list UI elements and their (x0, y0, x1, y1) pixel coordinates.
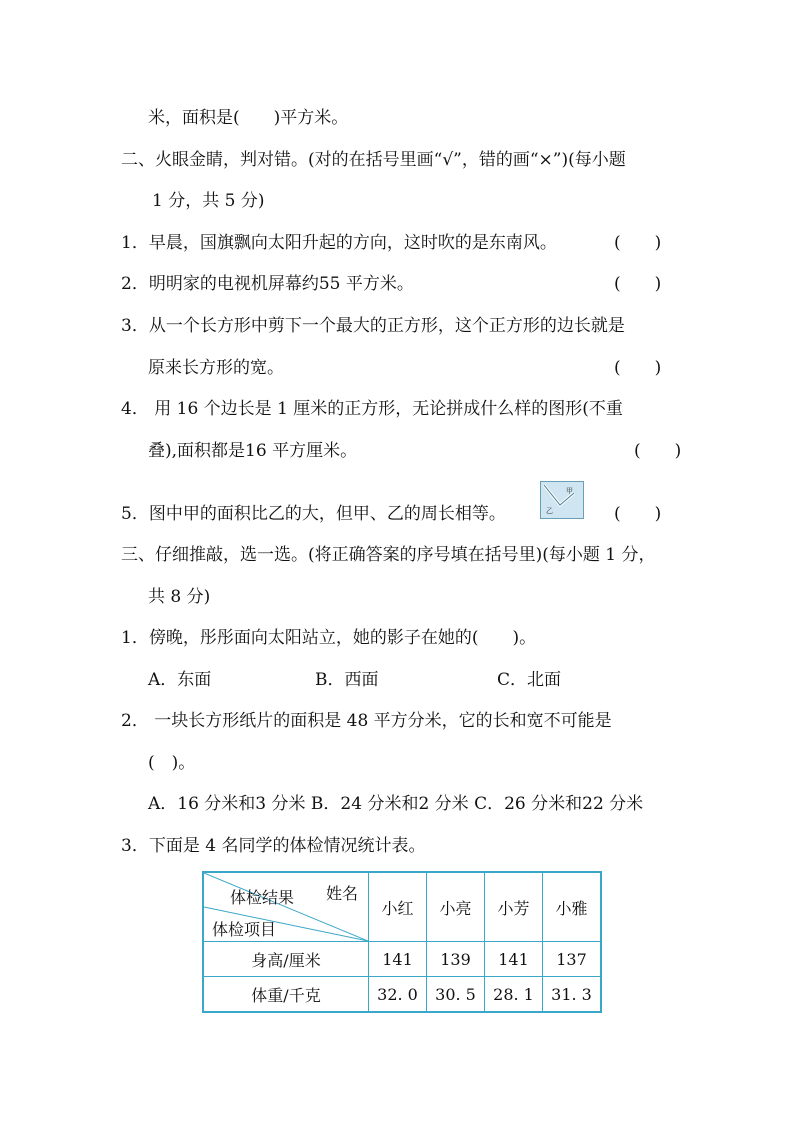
figure-label-b: 乙 (546, 507, 553, 515)
judge-q2-answer[interactable]: ( ) (614, 274, 662, 294)
column-header: 小芳 (485, 872, 543, 942)
judge-q5-answer[interactable]: ( ) (614, 504, 662, 524)
choice-q1: 1．傍晚，彤彤面向太阳站立，她的影子在她的( )。 (121, 628, 537, 648)
choice-q1-option-a[interactable]: A．东面 (148, 670, 212, 690)
table-cell: 28. 1 (485, 977, 543, 1013)
table-cell: 137 (543, 942, 602, 977)
table-cell: 30. 5 (427, 977, 485, 1013)
section-three-heading: 三、仔细推敲，选一选。(将正确答案的序号填在括号里)(每小题 1 分， (121, 545, 656, 565)
judge-q3: 3．从一个长方形中剪下一个最大的正方形，这个正方形的边长就是 (121, 316, 625, 336)
table-cell: 141 (485, 942, 543, 977)
choice-q2-options: A．16 分米和3 分米 B．24 分米和2 分米 C．26 分米和22 分米 (148, 794, 644, 814)
judge-q5: 5．图中甲的面积比乙的大，但甲、乙的周长相等。 (121, 504, 506, 524)
choice-q2: 2． 一块长方形纸片的面积是 48 平方分米，它的长和宽不可能是 (121, 711, 612, 731)
choice-q1-option-c[interactable]: C．北面 (497, 670, 562, 690)
table-cell: 31. 3 (543, 977, 602, 1013)
corner-name-label: 姓名 (325, 884, 358, 903)
section-three-score: 共 8 分) (148, 587, 211, 607)
choice-q1-option-b[interactable]: B．西面 (315, 670, 379, 690)
column-header: 小亮 (427, 872, 485, 942)
judge-q4-cont: 叠),面积都是16 平方厘米。 (148, 441, 358, 461)
row-label: 身高/厘米 (203, 942, 369, 977)
judge-q2: 2．明明家的电视机屏幕约55 平方米。 (121, 274, 414, 294)
column-header: 小雅 (543, 872, 602, 942)
row-label: 体重/千克 (203, 977, 369, 1013)
corner-item-label: 体检项目 (212, 920, 277, 939)
area-figure (540, 481, 584, 519)
column-header: 小红 (369, 872, 427, 942)
table-row (203, 942, 601, 977)
table-cell: 139 (427, 942, 485, 977)
judge-q4-answer[interactable]: ( ) (634, 441, 682, 461)
section-two-score: 1 分，共 5 分) (152, 191, 265, 211)
table-row (203, 977, 601, 1013)
health-check-table (202, 871, 602, 1013)
figure-label-a: 甲 (566, 487, 573, 495)
table-cell: 32. 0 (369, 977, 427, 1013)
judge-q4: 4． 用 16 个边长是 1 厘米的正方形，无论拼成什么样的图形(不重 (121, 399, 623, 419)
judge-q3-cont: 原来长方形的宽。 (148, 358, 284, 378)
choice-q2-cont: ( )。 (148, 753, 196, 773)
table-cell: 141 (369, 942, 427, 977)
judge-q1-answer[interactable]: ( ) (614, 233, 662, 253)
prev-question-tail: 米，面积是( )平方米。 (148, 108, 349, 128)
choice-q3: 3．下面是 4 名同学的体检情况统计表。 (121, 836, 426, 856)
section-two-heading: 二、火眼金睛，判对错。(对的在括号里画“√”，错的画“×”)(每小题 (121, 150, 626, 170)
judge-q3-answer[interactable]: ( ) (614, 358, 662, 378)
table-corner-header (203, 872, 369, 942)
judge-q1: 1．早晨，国旗飘向太阳升起的方向，这时吹的是东南风。 (121, 233, 557, 253)
corner-result-label: 体检结果 (230, 888, 295, 907)
